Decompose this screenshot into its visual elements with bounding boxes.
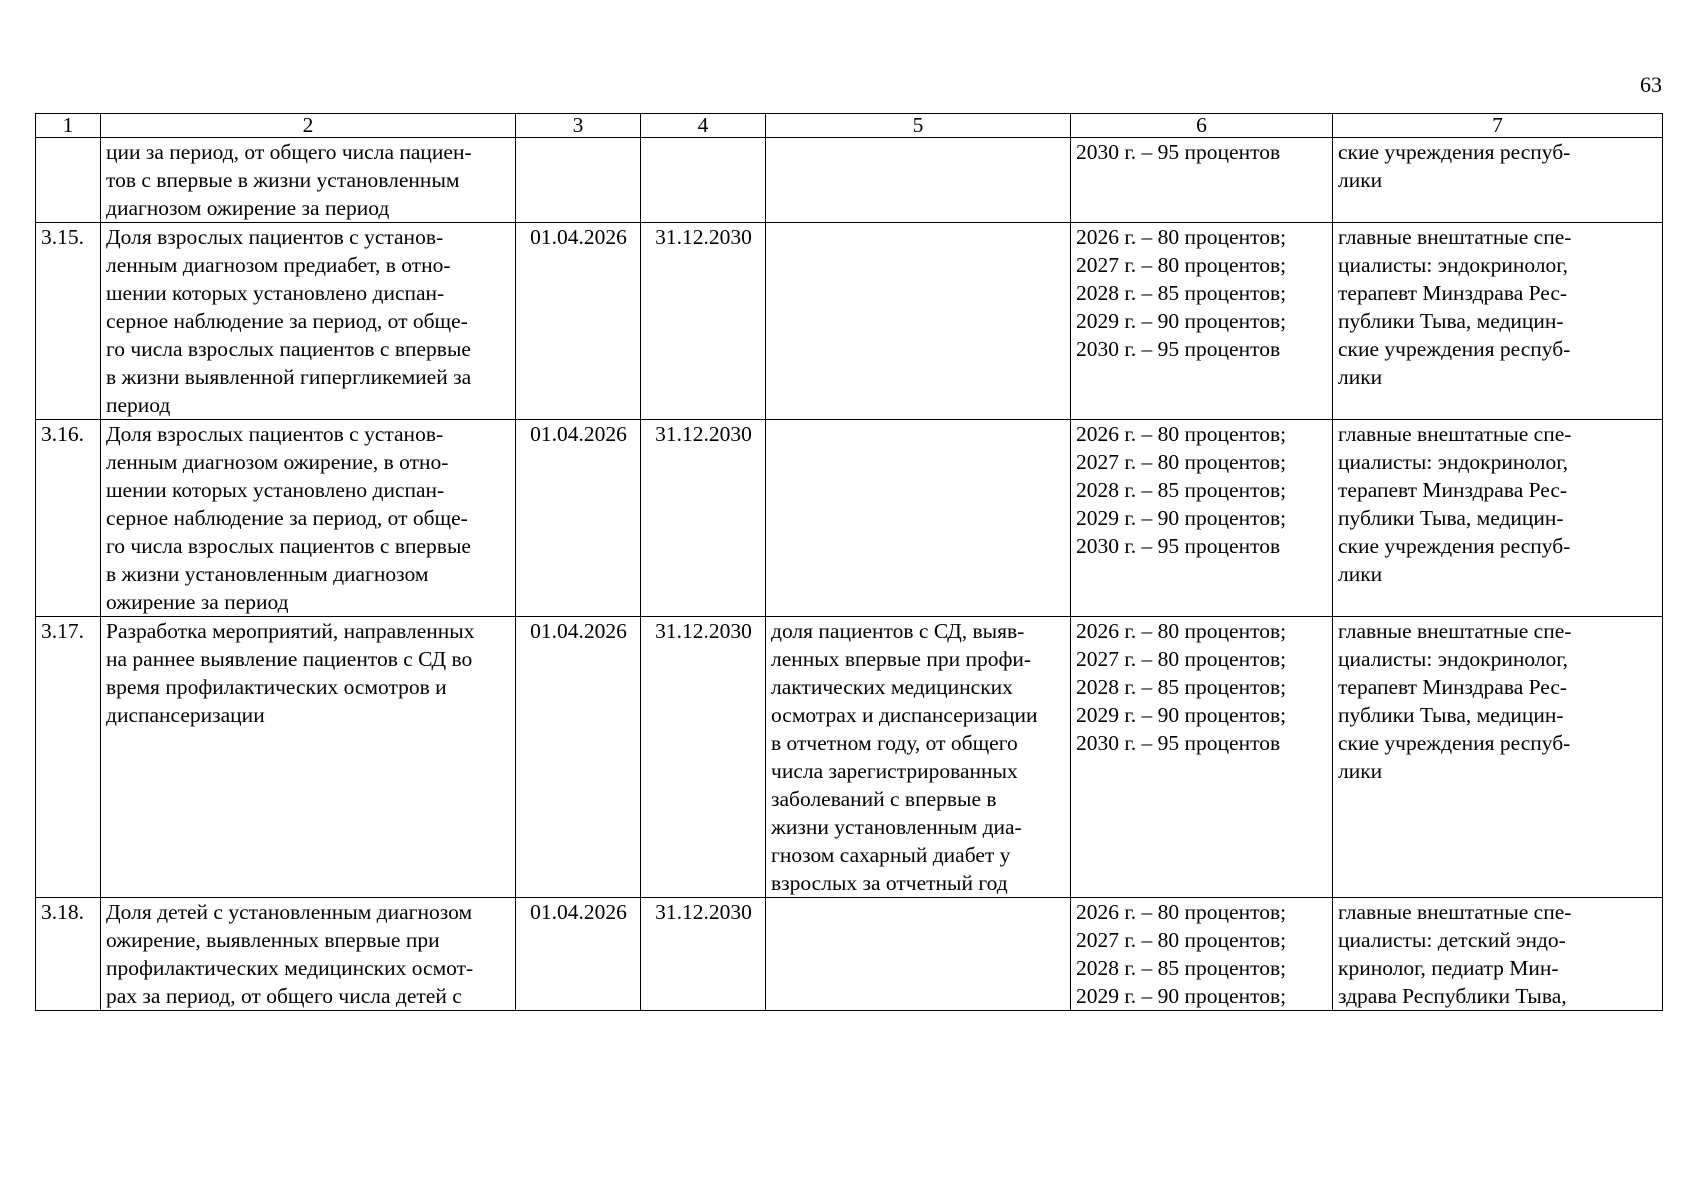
row-start-date: 01.04.2026 [516,898,641,1011]
row-number: 3.15. [36,223,101,420]
column-header: 2 [101,114,516,138]
row-number: 3.17. [36,617,101,898]
table-row [36,898,1663,1011]
column-header: 5 [766,114,1071,138]
row-description: Доля взрослых пациентов с установ- ленным диагнозом предиабет, в отно- шении которых установлено диспан- серное наблюдение за период, от обще- го числа взрослых пациентов с впервые в жизни выявленной гипергликемией за период [101,223,516,420]
column-header: 6 [1071,114,1333,138]
table-row [36,138,1663,223]
column-header: 4 [641,114,766,138]
row-start-date: 01.04.2026 [516,617,641,898]
row-end-date: 31.12.2030 [641,420,766,617]
row-start-date: 01.04.2026 [516,420,641,617]
table-row [36,420,1663,617]
row-start-date: 01.04.2026 [516,223,641,420]
row-description: Разработка мероприятий, направленных на раннее выявление пациентов с СД во время профилактических осмотров и диспансеризации [101,617,516,898]
row-description: Доля детей с установленным диагнозом ожирение, выявленных впервые при профилактических медицинских осмот- рах за период, от общего числа детей с [101,898,516,1011]
row-end-date: 31.12.2030 [641,223,766,420]
table-row [36,223,1663,420]
row-responsible: главные внештатные спе- циалисты: эндокринолог, терапевт Минздрава Рес- публики Тыва, медицин- ские учреждения респуб- лики [1333,223,1663,420]
row-indicator: доля пациентов с СД, выяв- ленных впервые при профи- лактических медицинских осмотрах и диспансеризации в отчетном году, от общего числа зарегистрированных заболеваний с впервые в жизни установленным диа- гнозом сахарный диабет у взрослых за отчетный год [766,617,1071,898]
row-responsible: главные внештатные спе- циалисты: эндокринолог, терапевт Минздрава Рес- публики Тыва, медицин- ские учреждения респуб- лики [1333,617,1663,898]
page-number: 63 [1640,72,1662,97]
row-end-date [641,138,766,223]
row-start-date [516,138,641,223]
row-indicator [766,420,1071,617]
row-targets: 2030 г. – 95 процентов [1071,138,1333,223]
row-number [36,138,101,223]
measures-table [35,113,1663,1011]
row-number: 3.18. [36,898,101,1011]
row-responsible: главные внештатные спе- циалисты: детский эндо- кринолог, педиатр Мин- здрава Республики Тыва, [1333,898,1663,1011]
row-targets: 2026 г. – 80 процентов; 2027 г. – 80 процентов; 2028 г. – 85 процентов; 2029 г. – 90 процентов; 2030 г. – 95 процентов [1071,420,1333,617]
column-header: 1 [36,114,101,138]
row-number: 3.16. [36,420,101,617]
row-end-date: 31.12.2030 [641,617,766,898]
table-row [36,617,1663,898]
row-description: ции за период, от общего числа пациен- тов с впервые в жизни установленным диагнозом ожирение за период [101,138,516,223]
row-end-date: 31.12.2030 [641,898,766,1011]
table-header-row [36,114,1663,138]
column-header: 3 [516,114,641,138]
row-indicator [766,898,1071,1011]
row-responsible: ские учреждения респуб- лики [1333,138,1663,223]
row-responsible: главные внештатные спе- циалисты: эндокринолог, терапевт Минздрава Рес- публики Тыва, медицин- ские учреждения респуб- лики [1333,420,1663,617]
row-indicator [766,138,1071,223]
row-targets: 2026 г. – 80 процентов; 2027 г. – 80 процентов; 2028 г. – 85 процентов; 2029 г. – 90 процентов; 2030 г. – 95 процентов [1071,223,1333,420]
column-header: 7 [1333,114,1663,138]
row-targets: 2026 г. – 80 процентов; 2027 г. – 80 процентов; 2028 г. – 85 процентов; 2029 г. – 90 процентов; 2030 г. – 95 процентов [1071,617,1333,898]
row-description: Доля взрослых пациентов с установ- ленным диагнозом ожирение, в отно- шении которых установлено диспан- серное наблюдение за период, от обще- го числа взрослых пациентов с впервые в жизни установленным диагнозом ожирение за период [101,420,516,617]
row-indicator [766,223,1071,420]
row-targets: 2026 г. – 80 процентов; 2027 г. – 80 процентов; 2028 г. – 85 процентов; 2029 г. – 90 процентов; [1071,898,1333,1011]
